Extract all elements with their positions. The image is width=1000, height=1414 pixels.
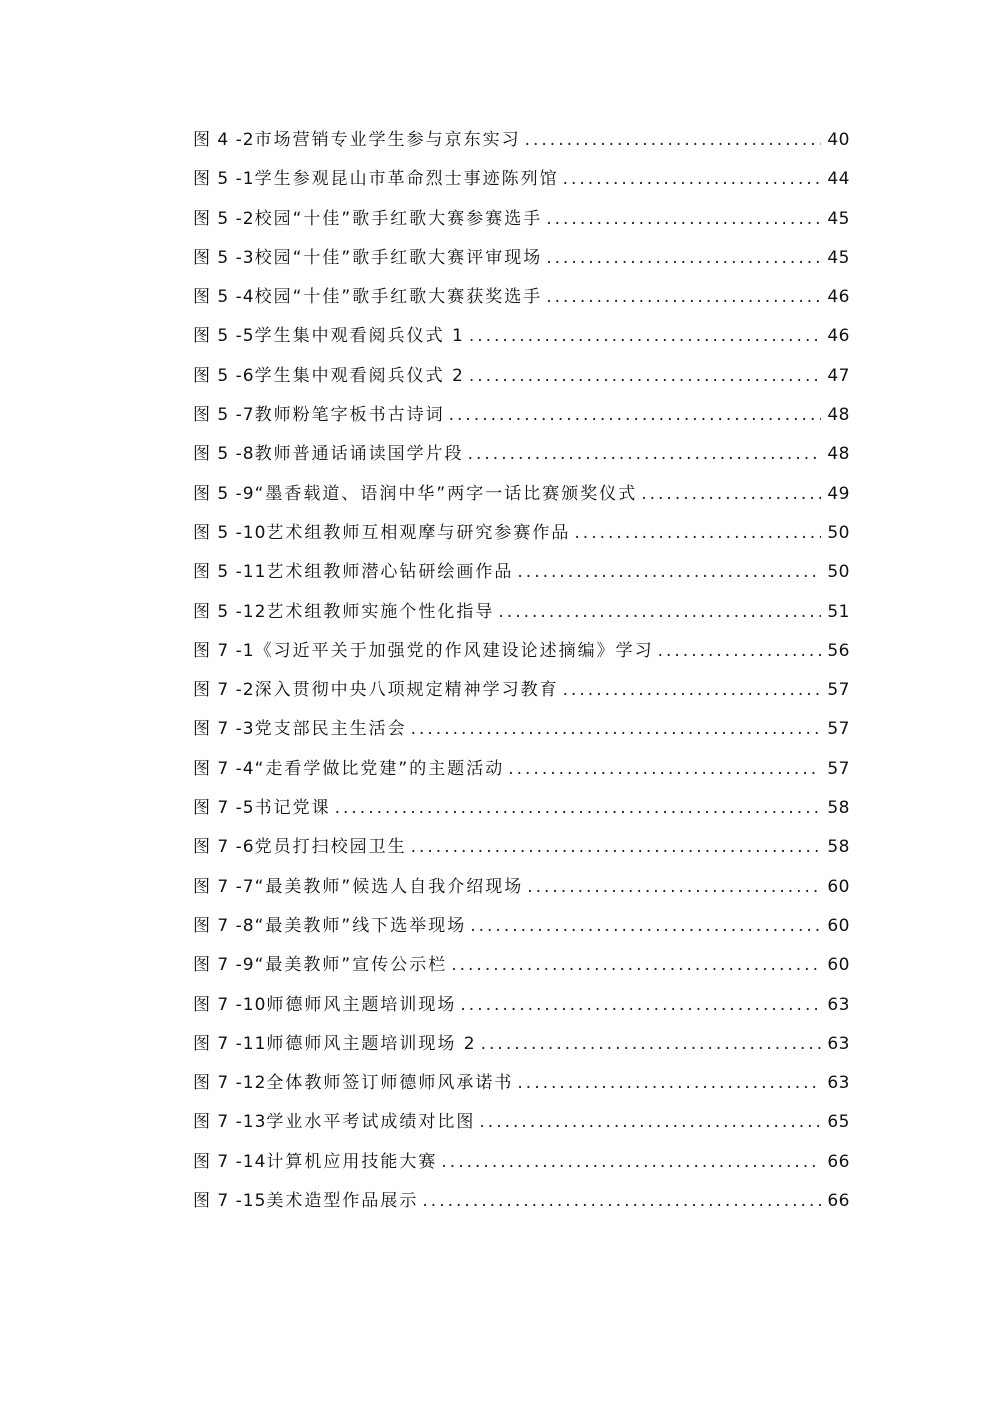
page-number: 57 (827, 719, 850, 740)
toc-entry[interactable] (193, 1182, 850, 1221)
dot-leader (411, 828, 822, 867)
figure-caption: 艺术组教师互相观摩与研究参赛作品 (266, 522, 571, 543)
page-number: 63 (827, 1073, 850, 1094)
toc-entry[interactable] (193, 357, 850, 396)
figure-caption: 校园“十佳”歌手红歌大赛参赛选手 (254, 208, 543, 229)
figure-label: 图 7 -14 (193, 1151, 267, 1172)
page-number: 65 (827, 1112, 850, 1133)
figure-label: 图 5 -9 (193, 483, 255, 504)
toc-entry[interactable] (193, 160, 850, 199)
dot-leader (658, 632, 822, 671)
dot-leader (641, 475, 821, 514)
figure-label: 图 7 -12 (193, 1073, 267, 1094)
figure-label: 图 5 -2 (193, 208, 255, 229)
dot-leader (563, 671, 822, 710)
toc-entry[interactable] (193, 907, 850, 946)
page-number: 46 (827, 287, 850, 308)
page-number: 48 (827, 444, 850, 465)
figure-list (193, 121, 850, 1221)
figure-caption: 深入贯彻中央八项规定精神学习教育 (254, 680, 559, 701)
page-number: 50 (827, 522, 850, 543)
figure-label: 图 7 -13 (193, 1112, 267, 1133)
figure-caption: “最美教师”宣传公示栏 (254, 955, 448, 976)
toc-entry[interactable] (193, 1103, 850, 1142)
toc-entry[interactable] (193, 986, 850, 1025)
figure-caption: 学生集中观看阅兵仪式 1 (254, 326, 465, 347)
dot-leader (460, 986, 821, 1025)
page-number: 57 (827, 680, 850, 701)
toc-entry[interactable] (193, 553, 850, 592)
figure-caption: 教师粉笔字板书古诗词 (254, 405, 445, 426)
toc-entry[interactable] (193, 435, 850, 474)
figure-caption: 艺术组教师实施个性化指导 (266, 601, 495, 622)
toc-entry[interactable] (193, 1064, 850, 1103)
dot-leader (335, 789, 822, 828)
figure-label: 图 5 -5 (193, 326, 255, 347)
dot-leader (498, 593, 821, 632)
figure-caption: 学生集中观看阅兵仪式 2 (254, 365, 465, 386)
page-number: 63 (827, 1033, 850, 1054)
dot-leader (422, 1182, 821, 1221)
figure-caption: 党员打扫校园卫生 (254, 837, 407, 858)
figure-label: 图 5 -11 (193, 562, 267, 583)
dot-leader (470, 907, 821, 946)
page-number: 40 (827, 130, 850, 150)
figure-label: 图 7 -10 (193, 994, 267, 1015)
toc-entry[interactable] (193, 671, 850, 710)
toc-entry[interactable] (193, 239, 850, 278)
page-number: 58 (827, 837, 850, 858)
page-number: 44 (827, 169, 850, 190)
dot-leader (441, 1143, 821, 1182)
page-number: 56 (827, 640, 850, 661)
page-number: 58 (827, 798, 850, 819)
page-number: 49 (827, 483, 850, 504)
page-number: 57 (827, 758, 850, 779)
toc-entry[interactable] (193, 710, 850, 749)
figure-label: 图 7 -11 (193, 1033, 267, 1054)
figure-label: 图 5 -1 (193, 169, 255, 190)
figure-label: 图 7 -1 (193, 640, 255, 661)
dot-leader (525, 121, 822, 160)
figure-label: 图 5 -10 (193, 522, 267, 543)
toc-entry[interactable] (193, 632, 850, 671)
figure-caption: 师德师风主题培训现场 2 (266, 1033, 477, 1054)
toc-entry[interactable] (193, 317, 850, 356)
dot-leader (469, 317, 822, 356)
figure-label: 图 5 -12 (193, 601, 267, 622)
page-number: 66 (827, 1151, 850, 1172)
page-number: 47 (827, 365, 850, 386)
toc-entry[interactable] (193, 278, 850, 317)
page-number: 66 (827, 1191, 850, 1212)
figure-caption: 全体教师签订师德师风承诺书 (266, 1073, 514, 1094)
figure-label: 图 5 -4 (193, 287, 255, 308)
page-number: 46 (827, 326, 850, 347)
figure-caption: “墨香载道、语润中华”两字一话比赛颁奖仪式 (254, 483, 638, 504)
toc-entry[interactable] (193, 789, 850, 828)
toc-entry[interactable] (193, 396, 850, 435)
figure-caption: 党支部民主生活会 (254, 719, 407, 740)
dot-leader (574, 514, 821, 553)
figure-label: 图 7 -2 (193, 680, 255, 701)
page-number: 48 (827, 405, 850, 426)
figure-label: 图 7 -9 (193, 955, 255, 976)
figure-caption: 校园“十佳”歌手红歌大赛评审现场 (254, 247, 543, 268)
dot-leader (508, 750, 821, 789)
page-number: 50 (827, 562, 850, 583)
page-number: 51 (827, 601, 850, 622)
dot-leader (468, 435, 822, 474)
dot-leader (449, 396, 822, 435)
toc-entry[interactable] (193, 1143, 850, 1182)
dot-leader (517, 1064, 821, 1103)
figure-caption: 学生参观昆山市革命烈士事迹陈列馆 (254, 169, 559, 190)
figure-caption: 艺术组教师潜心钻研绘画作品 (266, 562, 514, 583)
figure-label: 图 5 -8 (193, 444, 255, 465)
figure-caption: 计算机应用技能大赛 (266, 1151, 438, 1172)
toc-entry[interactable] (193, 750, 850, 789)
dot-leader (411, 710, 822, 749)
figure-caption: 教师普通话诵读国学片段 (254, 444, 464, 465)
toc-entry[interactable] (193, 868, 850, 907)
figure-label: 图 7 -15 (193, 1191, 267, 1212)
figure-caption: 市场营销专业学生参与京东实习 (254, 130, 521, 150)
figure-caption: 美术造型作品展示 (266, 1191, 419, 1212)
dot-leader (563, 160, 822, 199)
figure-label: 图 7 -8 (193, 915, 255, 936)
figure-caption: “最美教师”线下选举现场 (254, 915, 467, 936)
toc-entry[interactable] (193, 475, 850, 514)
toc-entry[interactable] (193, 593, 850, 632)
toc-entry[interactable] (193, 946, 850, 985)
page-number: 45 (827, 208, 850, 229)
figure-caption: 学业水平考试成绩对比图 (266, 1112, 476, 1133)
figure-caption: “走看学做比党建”的主题活动 (254, 758, 505, 779)
dot-leader (517, 553, 821, 592)
toc-entry[interactable] (193, 200, 850, 239)
figure-caption: 校园“十佳”歌手红歌大赛获奖选手 (254, 287, 543, 308)
page-number: 60 (827, 876, 850, 897)
toc-entry[interactable] (193, 121, 850, 160)
figure-label: 图 7 -4 (193, 758, 255, 779)
figure-label: 图 7 -3 (193, 719, 255, 740)
figure-label: 图 5 -7 (193, 405, 255, 426)
dot-leader (451, 946, 821, 985)
dot-leader (469, 357, 822, 396)
figure-label: 图 5 -3 (193, 247, 255, 268)
dot-leader (546, 200, 821, 239)
figure-label: 图 5 -6 (193, 365, 255, 386)
toc-entry[interactable] (193, 514, 850, 553)
page-number: 45 (827, 247, 850, 268)
dot-leader (479, 1103, 821, 1142)
page-number: 60 (827, 915, 850, 936)
figure-label: 图 7 -7 (193, 876, 255, 897)
figure-caption: 《习近平关于加强党的作风建设论述摘编》学习 (254, 640, 654, 661)
page-number: 60 (827, 955, 850, 976)
figure-label: 图 4 -2 (193, 130, 255, 150)
dot-leader (481, 1025, 822, 1064)
figure-label: 图 7 -6 (193, 837, 255, 858)
toc-entry[interactable] (193, 1025, 850, 1064)
figure-label: 图 7 -5 (193, 798, 255, 819)
figure-caption: 书记党课 (254, 798, 331, 819)
figure-caption: “最美教师”候选人自我介绍现场 (254, 876, 524, 897)
dot-leader (546, 278, 821, 317)
dot-leader (527, 868, 821, 907)
toc-entry[interactable] (193, 828, 850, 867)
figure-caption: 师德师风主题培训现场 (266, 994, 457, 1015)
dot-leader (546, 239, 821, 278)
page-number: 63 (827, 994, 850, 1015)
